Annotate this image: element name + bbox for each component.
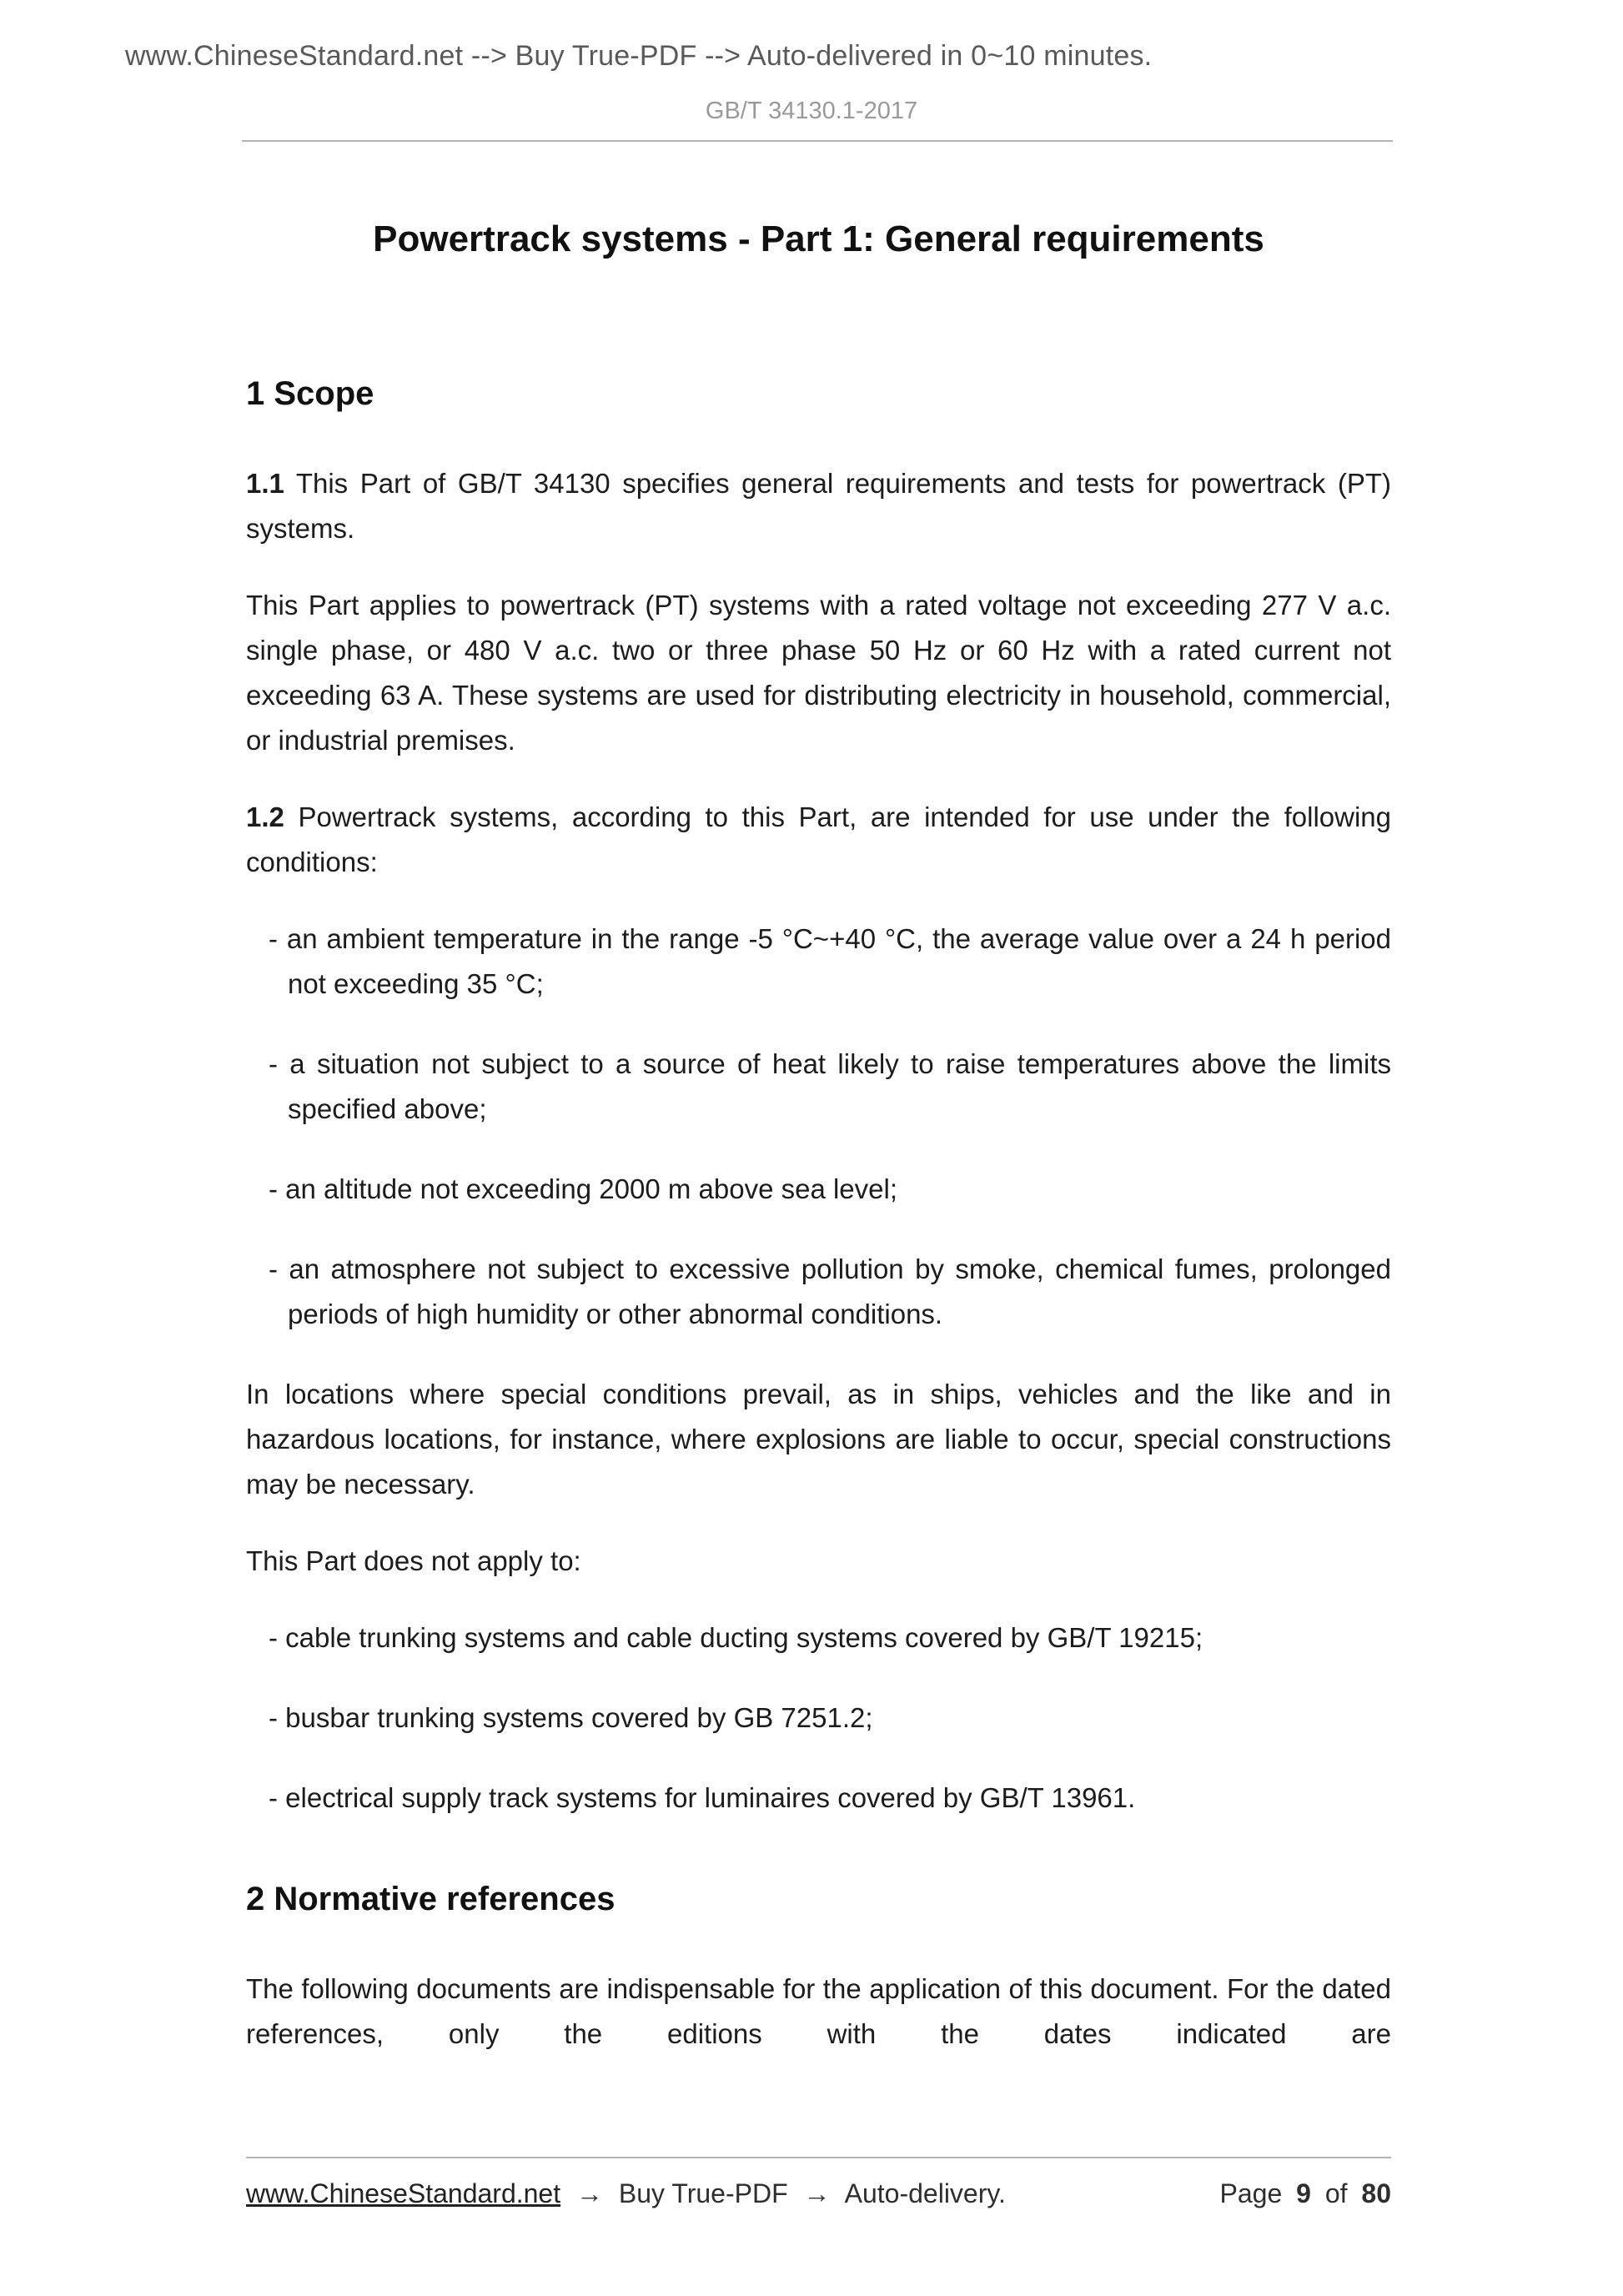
- references-heading: 2 Normative references: [246, 1881, 616, 1917]
- arrow-right-icon: →: [576, 2178, 603, 2208]
- paragraph-1-2: [246, 795, 1391, 885]
- page-footer: [246, 2157, 1391, 2209]
- condition-item: - an altitude not exceeding 2000 m above sea level;: [269, 1173, 898, 1204]
- footer-divider: [246, 2157, 1391, 2158]
- header-promo-text: www.ChineseStandard.net --> Buy True-PDF --> Auto-delivered in 0~10 minutes.: [125, 40, 1153, 72]
- header-divider: [242, 140, 1393, 142]
- paragraph-references-intro: The following documents are indispensable for the application of this document. For the dated references, only the editions with the dates indicated are: [246, 1973, 1391, 2049]
- footer-site-link[interactable]: www.ChineseStandard.net: [246, 2178, 561, 2208]
- clause-number-1-2: 1.2: [246, 801, 284, 832]
- footer-row: [246, 2178, 1391, 2209]
- scope-heading: 1 Scope: [246, 375, 374, 412]
- footer-promo: [246, 2178, 1014, 2209]
- page-of-label: of: [1324, 2178, 1348, 2208]
- doc-number: GB/T 34130.1-2017: [705, 98, 918, 124]
- exclusion-item: - electrical supply track systems for luminaires covered by GB/T 13961.: [269, 1782, 1136, 1813]
- clause-number-1-1: 1.1: [246, 468, 284, 499]
- footer-delivery-text: Auto-delivery.: [844, 2178, 1006, 2208]
- exclusion-item: - cable trunking systems and cable ducting systems covered by GB/T 19215;: [269, 1622, 1203, 1653]
- condition-item: - an ambient temperature in the range -5 °C~+40 °C, the average value over a 24 h period not exceeding 35 °C;: [269, 923, 1391, 999]
- paragraph-applies: This Part applies to powertrack (PT) systems with a rated voltage not exceeding 277 V a.c. single phase, or 480 V a.c. two or three phase 50 Hz or 60 Hz with a rated current not exceeding 63 A. These systems are used for distributing electricity in household, commercial, or industrial premises.: [246, 590, 1391, 756]
- footer-buy-text: Buy True-PDF: [618, 2178, 788, 2208]
- document-body: [246, 219, 1391, 2057]
- paragraph-1-1: [246, 461, 1391, 551]
- condition-item: - an atmosphere not subject to excessive pollution by smoke, chemical fumes, prolonged periods of high humidity or other abnormal conditions.: [269, 1254, 1391, 1329]
- exclusion-item: - busbar trunking systems covered by GB 7251.2;: [269, 1702, 873, 1733]
- condition-item: - a situation not subject to a source of heat likely to raise temperatures above the limits specified above;: [269, 1048, 1391, 1124]
- paragraph-1-2-text: Powertrack systems, according to this Part, are intended for use under the following conditions:: [246, 801, 1391, 877]
- paragraph-not-apply: This Part does not apply to:: [246, 1545, 581, 1576]
- page-indicator: [1213, 2178, 1391, 2209]
- page-current: 9: [1296, 2178, 1311, 2208]
- page-total: 80: [1361, 2178, 1391, 2208]
- page-label: Page: [1219, 2178, 1283, 2208]
- paragraph-1-1-text: This Part of GB/T 34130 specifies general requirements and tests for powertrack (PT) systems.: [246, 468, 1391, 544]
- paragraph-special-conditions: In locations where special conditions prevail, as in ships, vehicles and the like and in hazardous locations, for instance, where explosions are liable to occur, special constructions may be necessary.: [246, 1379, 1391, 1500]
- arrow-right-icon: →: [803, 2178, 831, 2208]
- document-title: Powertrack systems - Part 1: General requirements: [373, 219, 1264, 259]
